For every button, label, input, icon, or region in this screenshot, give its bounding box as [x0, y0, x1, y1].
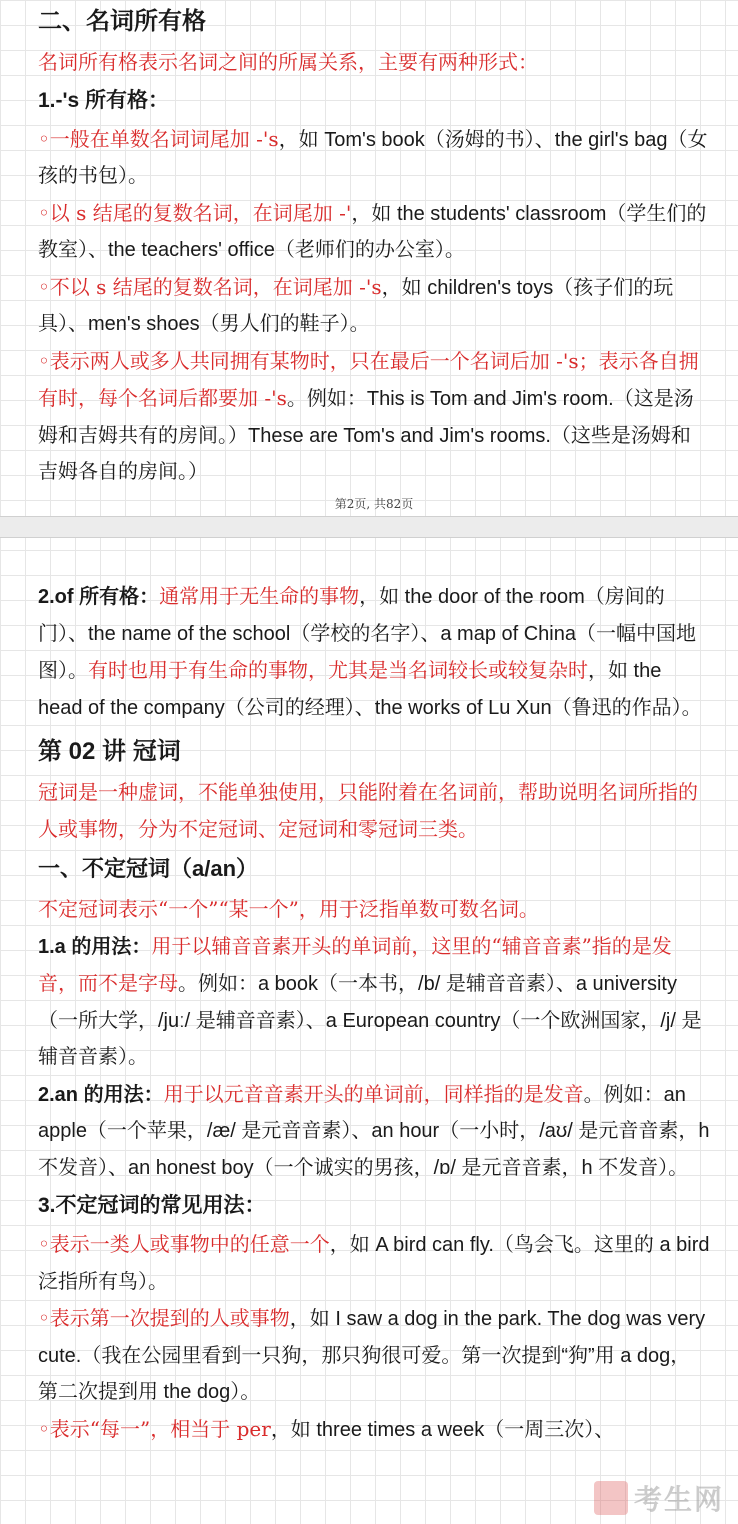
watermark: 考生网 — [594, 1478, 724, 1518]
list-item: ◦表示两人或多人共同拥有某物时，只在最后一个名词后加 -'s；表示各自拥有时，每个名词后都要加 -'s。例如：This is Tom and Jim's room.（这是汤姆和吉姆共有的房间。）These are Tom's and Jim's rooms.（这些是汤姆和吉姆各自的房间。） — [38, 348, 699, 483]
list-item: ◦不以 s 结尾的复数名词，在词尾加 -'s，如 children's toys（孩子们的玩具）、men's shoes（男人们的鞋子）。 — [38, 274, 674, 335]
list-item: ◦以 s 结尾的复数名词，在词尾加 -'，如 the students' classroom（学生们的教室）、the teachers' office（老师们的办公室）。 — [38, 200, 707, 261]
subsection-title: 1.-'s 所有格： — [38, 88, 170, 112]
document-page-1 — [0, 0, 738, 516]
list-item: ◦表示一类人或事物中的任意一个，如 A bird can fly.（鸟会飞。这里的 a bird 泛指所有鸟）。 — [38, 1232, 710, 1293]
list-item: ◦一般在单数名词词尾加 -'s，如 Tom's book（汤姆的书）、the girl's bag（女孩的书包）。 — [38, 126, 708, 187]
an-usage-paragraph: 2.an 的用法：用于以元音音素开头的单词前，同样指的是发音。例如：an apple（一个苹果，/æ/ 是元音音素）、an hour（一小时，/aʊ/ 是元音音素，h 不发音）、an honest boy（一个诚实的男孩，/ɒ/ 是元音音素，h 不发音）。 — [38, 1081, 710, 1179]
list-item: ◦表示第一次提到的人或事物，如 I saw a dog in the park. The dog was very cute.（我在公园里看到一只狗，那只狗很可爱。第一次提到“狗”用 a dog，第二次提到用 the dog）。 — [38, 1306, 706, 1403]
a-usage-paragraph: 1.a 的用法：用于以辅音音素开头的单词前，这里的“辅音音素”指的是发音，而不是字母。例如：a book（一本书，/b/ 是辅音音素）、a university（一所大学，/juː/ 是辅音音素）、a European country（一个欧洲国家，/j/ 是辅音音素）。 — [38, 933, 702, 1068]
watermark-logo-icon — [594, 1481, 628, 1515]
lesson-intro: 冠词是一种虚词，不能单独使用，只能附着在名词前，帮助说明名词所指的人或事物，分为不定冠词、定冠词和零冠词三类。 — [38, 780, 698, 841]
of-possessive-paragraph: 2.of 所有格：通常用于无生命的事物，如 the door of the room（房间的门）、the name of the school（学校的名字）、a map of China（一幅中国地图）。有时也用于有生命的事物，尤其是当名词较长或较复杂时，如 the head of the company（公司的经理）、the works of Lu Xun（鲁迅的作品）。 — [38, 584, 702, 719]
document-page-2 — [0, 536, 738, 1524]
page-separator — [0, 516, 738, 538]
section-heading: 一、不定冠词（a/an） — [38, 856, 259, 881]
page-footer: 第2页, 共82页 — [334, 496, 414, 511]
list-item: ◦表示“每一”，相当于 per，如 three times a week（一周三次）、 — [38, 1416, 615, 1441]
section-intro: 名词所有格表示名词之间的所属关系，主要有两种形式： — [38, 50, 538, 74]
lesson-title: 第 02 讲 冠词 — [38, 738, 181, 765]
section-intro: 不定冠词表示“一个”“某一个”，用于泛指单数可数名词。 — [38, 897, 539, 921]
subsection-title: 3.不定冠词的常见用法： — [38, 1194, 266, 1217]
section-heading: 二、名词所有格 — [38, 8, 206, 35]
